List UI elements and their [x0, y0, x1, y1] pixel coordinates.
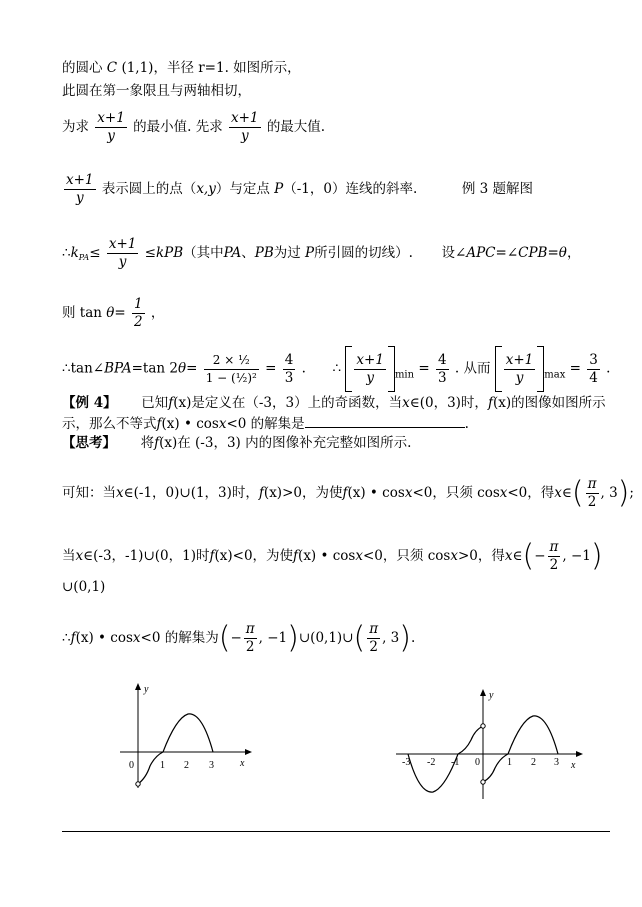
graph-complete [388, 684, 598, 804]
fraction: $\frac{\pi}{2}$ [587, 476, 597, 510]
tick-label: 2 [531, 757, 536, 768]
text-line-2: 此圆在第一象限且与两轴相切， [62, 83, 251, 99]
text-line-1 [62, 59, 301, 77]
tick-label: -1 [451, 757, 460, 768]
tick-label: 1 [507, 757, 512, 768]
y-axis-arrow-icon [135, 683, 141, 690]
fraction: $\frac{x+1}{y}$ [231, 110, 259, 144]
figure-caption: 例 3 题解图 [461, 181, 534, 197]
point-c: C [106, 60, 118, 76]
think-label: 【思考】 [62, 435, 116, 451]
solution-line: ∴f(x) • cosx<0 的解集为(− $\frac{\pi}{2}$ , −1)∪(0,1)∪( $\frac{\pi}{2}$ , 3). [62, 620, 416, 656]
text-line-7: ∴tan∠BPA=tan 2θ= $\frac{\text{2 × ½}}{\text{1 − (½)²}}$ = $\frac{4}{3}$ . ∴ $\frac{x+1}{y}$ $_{min}$ = $\frac{4}{3}$ . 从而 $\frac{x+1}{y}$ $_{max}$ = $\frac{3}{4}$ . [62, 346, 610, 392]
text: 为求 [62, 119, 89, 135]
open-point [481, 780, 485, 784]
text-line-5: $\therefore k_{PA}\le$ $\frac{x+1}{y}$ ≤kPB（其中PA、PB为过 P所引圆的切线）. 设∠APC=∠CPB=θ， [62, 236, 581, 270]
think-line: 【思考】 将f(x)在 (-3，3) 内的图像补充完整如图所示. [62, 435, 412, 451]
fraction: $\frac{\pi}{2}$ [549, 539, 559, 573]
fraction: $\frac{x+1}{y}$ [505, 351, 534, 386]
x-axis-label: x [240, 758, 245, 769]
fraction: $\frac{3}{4}$ [589, 351, 598, 386]
tick-label: 3 [554, 757, 559, 768]
open-point [481, 724, 485, 728]
y-axis-label: y [489, 690, 494, 701]
reasoning-line-3: ∪(0,1) [62, 579, 106, 595]
bracket-right [537, 346, 544, 392]
tick-label: 1 [160, 760, 165, 771]
y-axis-label: y [144, 684, 149, 695]
tick-label: 0 [475, 757, 480, 768]
tick-label: 2 [184, 760, 189, 771]
fraction: $\frac{4}{3}$ [284, 351, 294, 386]
fraction: $\frac{x+1}{y}$ [66, 172, 94, 206]
answer-blank [305, 413, 465, 428]
bracket-left [495, 346, 502, 392]
example-4-line-2: 示，那么不等式f(x) • cosx<0 的解集是 . [62, 413, 469, 433]
text-line-6: 则 tan θ= $\frac{1}{2}$ ， [62, 296, 165, 330]
x-axis-arrow-icon [245, 749, 252, 755]
bracket-left [345, 346, 352, 392]
tick-label: -2 [427, 757, 436, 768]
fraction: $\frac{\pi}{2}$ [245, 621, 255, 655]
fraction: $\frac{4}{3}$ [437, 351, 447, 386]
divider [62, 831, 610, 832]
tick-label: 3 [209, 760, 214, 771]
text-line-4: $\frac{x+1}{y}$ 表示圆上的点（x,y）与定点 P（-1，0）连线的斜率. 例 3 题解图 [66, 172, 534, 206]
fraction: $\frac{\text{2 × ½}}{\text{1 − (½)²}}$ [205, 352, 257, 385]
text-line-3 [62, 110, 325, 145]
fraction: $\frac{\pi}{2}$ [369, 621, 379, 655]
reasoning-line-1: 可知：当x∈(-1，0)∪(1，3)时，f(x)>0，为使f(x) • cosx<0，只须 cosx<0，得x∈( $\frac{\pi}{2}$ , 3); [62, 475, 634, 511]
fraction: $\frac{x+1}{y}$ [108, 236, 137, 270]
text: 的最大值. [266, 119, 326, 135]
graph-partial [110, 678, 260, 798]
text: 的圆心 [62, 60, 103, 76]
text: (1,1)，半径 r=1. 如图所示， [121, 60, 301, 76]
function-curve-left [408, 726, 483, 792]
tick-label: -3 [402, 757, 411, 768]
example-label: 【例 4】 [62, 395, 117, 411]
y-axis-arrow-icon [480, 689, 486, 696]
function-curve-right [483, 716, 558, 782]
origin-label: 0 [129, 760, 134, 771]
open-point [136, 782, 140, 786]
fraction: $\frac{x+1}{y}$ [97, 110, 125, 144]
x-axis-label: x [571, 760, 576, 771]
fraction: $\frac{1}{2}$ [134, 296, 143, 330]
function-curve [138, 714, 213, 784]
reasoning-line-2: 当x∈(-3，-1)∪(0，1)时f(x)<0，为使f(x) • cosx<0，只须 cosx>0，得x∈(− $\frac{\pi}{2}$ , −1) [62, 538, 603, 574]
fraction: $\frac{x+1}{y}$ [356, 351, 384, 386]
text: 的最小值. 先求 [133, 119, 223, 135]
bracket-right [388, 346, 395, 392]
example-4-line-1: 【例 4】 已知f(x)是定义在（-3，3）上的奇函数，当x∈(0，3)时，f(x)的图像如图所示 [62, 395, 606, 411]
x-axis-arrow-icon [576, 751, 583, 757]
